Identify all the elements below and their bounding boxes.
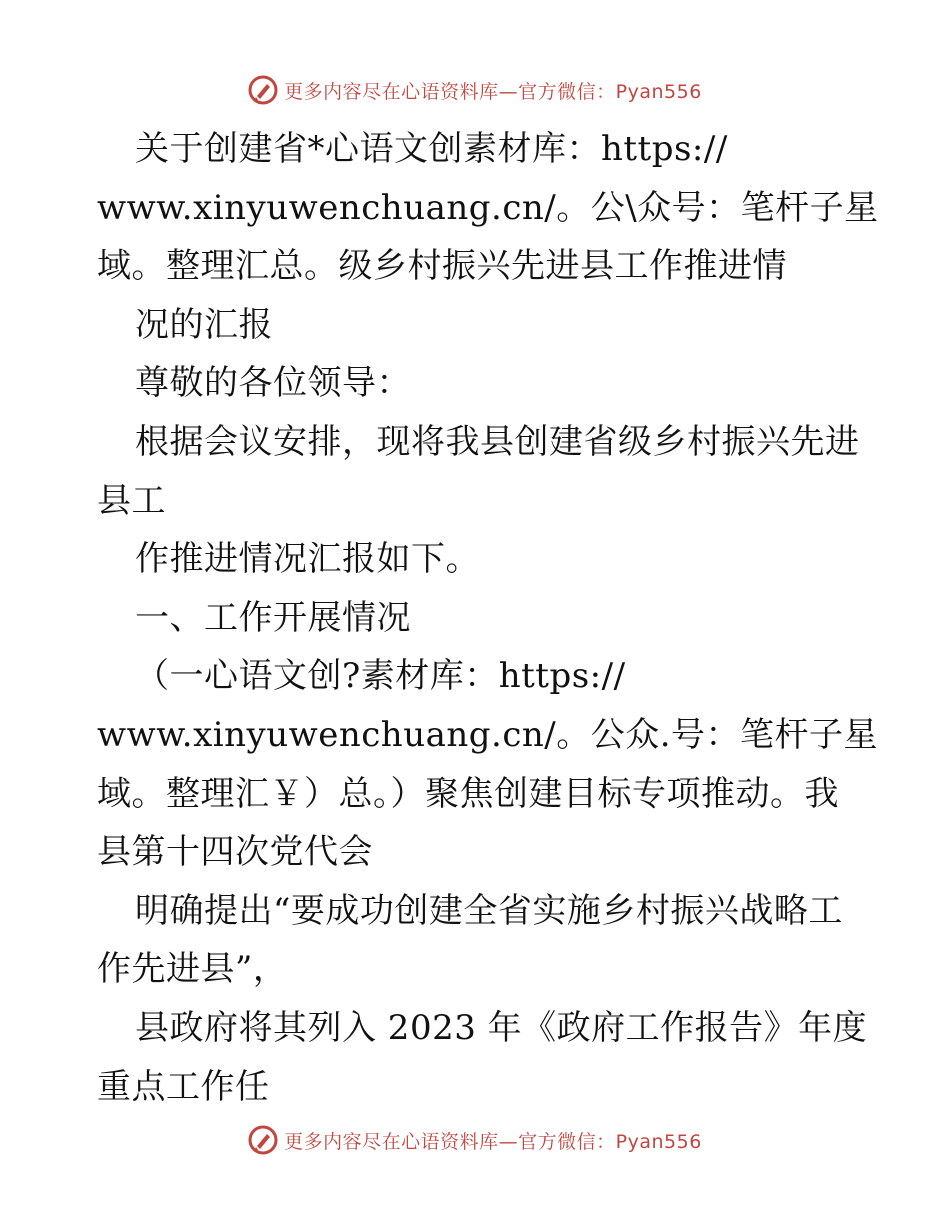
text-line: 重点工作任 [97,1066,270,1107]
salutation: 尊敬的各位领导： [135,363,411,404]
text-line: （一心语文创?素材库：https:// [135,656,626,697]
text-line: 根据会议安排，现将我县创建省级乡村振兴先进 [135,421,860,462]
text-line: 作先进县”， [97,949,288,990]
header-banner [0,70,950,110]
text-line: 县工 [97,480,166,521]
text-line: 关于创建省*心语文创素材库：https:// [135,129,728,169]
footer-banner [0,1120,950,1160]
header-banner-text: 更多内容尽在心语资料库—官方微信：Pyan556 [284,80,702,103]
pen-logo-icon [248,75,278,105]
document-body [97,120,879,1116]
text-line: 域。整理汇￥）总。）聚焦创建目标专项推动。我 [97,773,839,814]
text-line: 作推进情况汇报如下。 [135,539,480,580]
text-line: 县第十四次党代会 [97,832,373,873]
section-heading: 一、工作开展情况 [135,597,411,638]
text-line: 域。整理汇总。级乡村振兴先进县工作推进情 [97,246,787,287]
text-line: 明确提出“要成功创建全省实施乡村振兴战略工 [135,890,843,931]
text-line: 县政府将其列入 2023 年《政府工作报告》年度 [135,1007,868,1048]
text-line: www.xinyuwenchuang.cn/。公众.号：笔杆子星 [97,714,879,755]
text-line: 况的汇报 [135,304,273,345]
text-line: www.xinyuwenchuang.cn/。公\众号：笔杆子星 [97,187,879,228]
footer-banner-text: 更多内容尽在心语资料库—官方微信：Pyan556 [284,1130,702,1153]
pen-logo-icon [248,1125,278,1155]
